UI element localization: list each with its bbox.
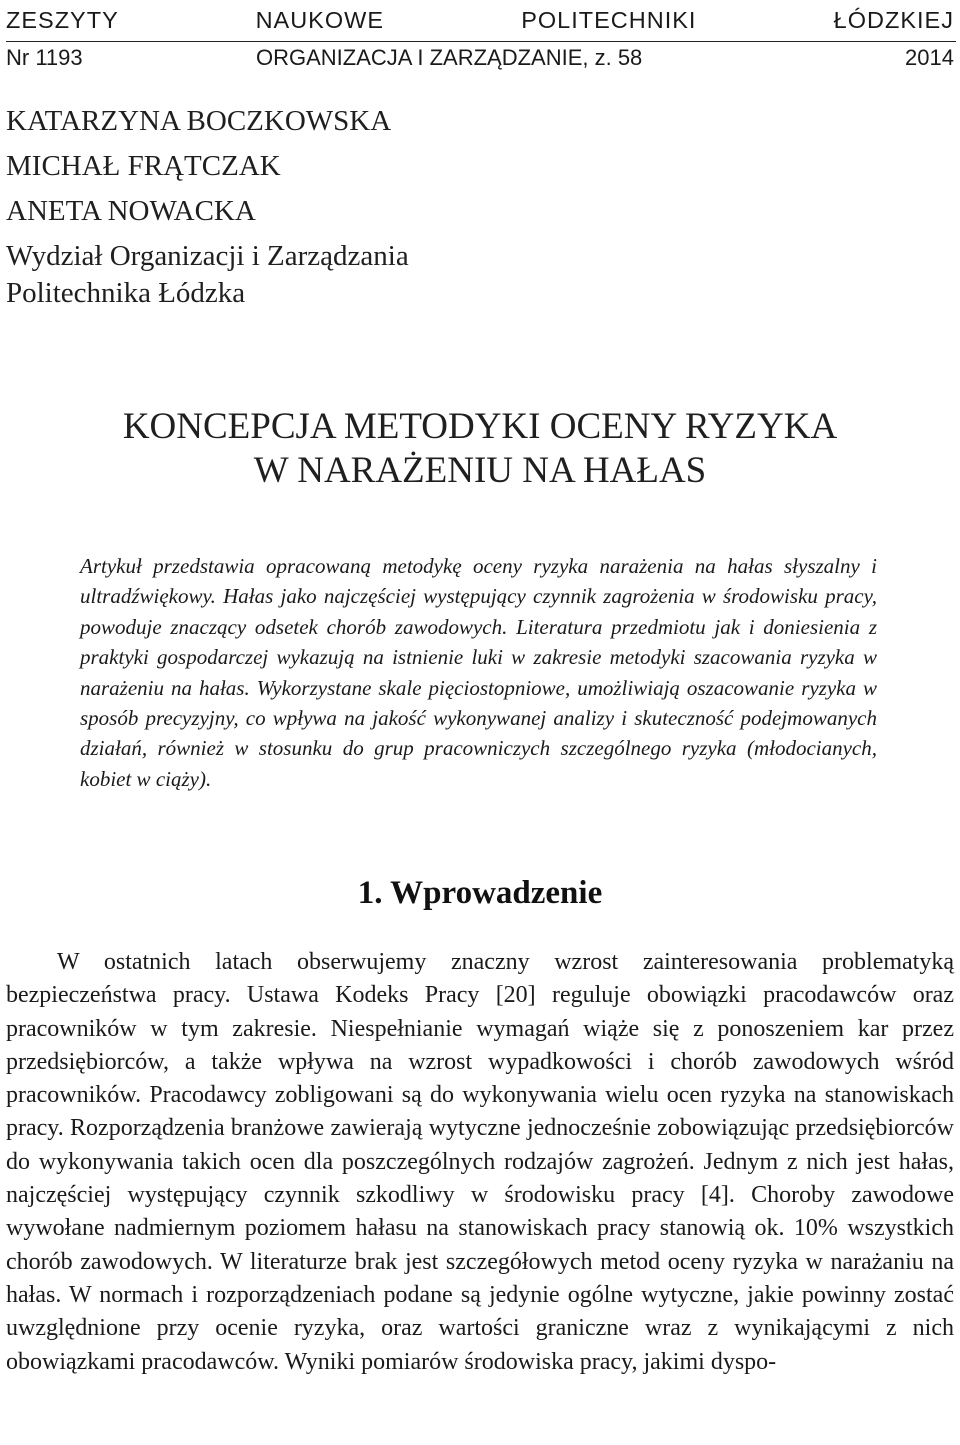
journal-name: ZESZYTY NAUKOWE POLITECHNIKI ŁÓDZKIEJ: [6, 7, 954, 33]
author-2: MICHAŁ FRĄTCZAK: [6, 150, 281, 182]
affiliation-department: Wydział Organizacji i Zarządzania: [6, 240, 409, 272]
affiliation-university: Politechnika Łódzka: [6, 277, 246, 309]
article-title: [0, 405, 960, 493]
section-heading: 1. Wprowadzenie: [357, 875, 603, 911]
series-label: ORGANIZACJA I ZARZĄDZANIE, z. 58: [256, 45, 643, 70]
author-3: ANETA NOWACKA: [6, 195, 256, 227]
section-body: W ostatnich latach obserwujemy znaczny wzrost zainteresowania problematyką bezpieczeństwa pracy. Ustawa Kodeks Pracy [20] reguluje obowiązki pracodawców oraz pracowników w tym zakresie. Niespełnianie wymagań wiąże się z ponoszeniem kar przez przedsiębiorców, a także wpływa na wzrost wypadkowości i chorób zawodowych wśród pracowników. Pracodawcy zobligowani są do wykonywania wielu ocen ryzyka na stanowiskach pracy. Rozporządzenia branżowe zawierają wytyczne jednocześnie zobowiązując przedsiębiorców do wykonywania takich ocen dla poszczególnych rodzajów zagrożeń. Jednym z nich jest hałas, najczęściej występujący czynnik szkodliwy w środowisku pracy [4]. Choroby zawodowe wywołane nadmiernym poziomem hałasu na stanowiskach pracy stanowią ok. 10% wszystkich chorób zawodowych. W literaturze brak jest szczegółowych metod oceny ryzyka w narażaniu na hałas. W normach i rozporządzeniach podane są jedynie ogólne wytyczne, jakie powinny zostać uwzględnione przy ocenie ryzyka, oraz wartości graniczne wraz z wynikającymi z nich obowiązkami pracodawców. Wyniki pomiarów środowiska pracy, jakimi dyspo-: [6, 949, 954, 1375]
author-1: KATARZYNA BOCZKOWSKA: [6, 105, 392, 137]
abstract: Artykuł przedstawia opracowaną metodykę oceny ryzyka narażenia na hałas słyszalny i ultradźwiękowy. Hałas jako najczęściej występujący czynnik zagrożenia w środowisku pracy, powoduje znaczący odsetek chorób zawodowych. Literatura przedmiotu jak i doniesienia z praktyki gospodarczej wykazują na istnienie luki w zakresie metodyki szacowania ryzyka w narażeniu na hałas. Wykorzystane skale pięciostopniowe, umożliwiają oszacowanie ryzyka w sposób precyzyjny, co wpływa na jakość wykonywanej analizy i skuteczność podejmowanych działań, również w stosunku do grup pracowniczych szczególnego ryzyka (młodocianych, kobiet w ciąży).: [80, 554, 877, 791]
issue-number: Nr 1193: [6, 45, 83, 70]
title-line-2: W NARAŻENIU NA HAŁAS: [253, 450, 707, 491]
header-rule: [6, 41, 956, 42]
title-line-1: KONCEPCJA METODYKI OCENY RYZYKA: [122, 406, 838, 447]
publication-year: 2014: [905, 45, 954, 70]
